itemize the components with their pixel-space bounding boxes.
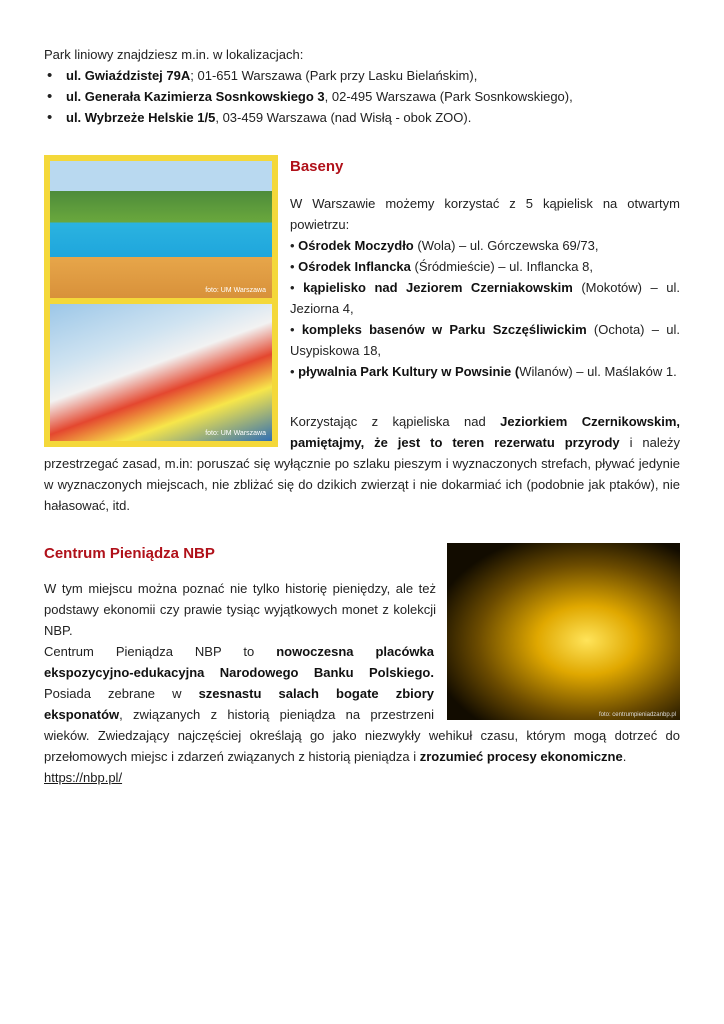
reserve-note-rules: i należy przestrzegać zasad, m.in: poruszać się wyłącznie po szlaku pieszym i wyznaczonych strefach, pływać jedynie w wyznaczonych miejscach, nie zbliżać się do dzikich zwierząt i nie dokarmiać ich (podobnie jak ptaków), nie hałasować, itd. <box>44 435 680 513</box>
nbp-desc-c: Posiada zebrane w <box>44 686 199 701</box>
location-detail: ; 01-651 Warszawa (Park przy Lasku Bielańskim), <box>190 68 478 83</box>
nbp-website-link[interactable]: https://nbp.pl/ <box>44 770 123 785</box>
pool-address: (Śródmieście) – ul. Inflancka 8, <box>410 259 593 274</box>
nbp-heading: Centrum Pieniądza NBP <box>44 545 215 562</box>
outdoor-pool-photo <box>50 161 272 298</box>
list-item: • kompleks basenów w Parku Szczęśliwickim (Ochota) – ul. Usypiskowa 18, <box>290 322 680 358</box>
nbp-desc-d: szesnastu salach bogate zbiory eksponatów <box>44 686 434 722</box>
pool-address: Wilanów) – ul. Maślaków 1. <box>519 364 677 379</box>
pools-photo-frame <box>44 155 278 447</box>
baseny-intro: W Warszawie możemy korzystać z 5 kąpielisk na otwartym powietrzu: <box>290 196 680 232</box>
list-item: • pływalnia Park Kultury w Powsinie (Wilanów) – ul. Maślaków 1. <box>290 364 677 379</box>
location-detail: , 02-495 Warszawa (Park Sosnkowskiego), <box>324 89 573 104</box>
pool-address: (Mokotów) – ul. Jeziorna 4, <box>290 280 680 316</box>
list-item <box>44 65 684 86</box>
nbp-desc-b: nowoczesna placówka ekspozycyjno-edukacyjna Narodowego Banku Polskiego. <box>44 644 435 680</box>
pool-name: Ośrodek Inflancka <box>298 259 411 274</box>
pool-name: Ośrodek Moczydło <box>298 238 414 253</box>
nbp-intro: W tym miejscu można poznać nie tylko historię pieniędzy, ale też podstawy ekonomii czy prawie tysiąc wyjątkowych monet z kolekcji NBP. <box>44 581 436 638</box>
pool-name: kąpielisko nad Jeziorem Czerniakowskim <box>303 280 573 295</box>
location-address: ul. Generała Kazimierza Sosnkowskiego 3 <box>66 89 325 104</box>
pool-address: (Ochota) – ul. Usypiskowa 18, <box>290 322 680 358</box>
reserve-note-start: Korzystając z kąpieliska nad <box>290 414 501 429</box>
photo-credit: foto: centrumpieniadzanbp.pl <box>598 712 676 718</box>
list-item: • Ośrodek Moczydło (Wola) – ul. Górczewska 69/73, <box>290 238 599 253</box>
location-detail: , 03-459 Warszawa (nad Wisłą - obok ZOO). <box>215 110 472 125</box>
reserve-note <box>44 411 680 516</box>
location-list <box>44 65 684 128</box>
nbp-description <box>44 641 680 788</box>
baseny-heading: Baseny <box>290 158 344 175</box>
reserve-note-emphasis: Jeziorkiem Czernikowskim, pamiętajmy, że jest to teren rezerwatu przyrody <box>290 414 680 450</box>
pool-list <box>290 235 680 382</box>
list-item: • Ośrodek Inflancka (Śródmieście) – ul. Inflancka 8, <box>290 259 593 274</box>
intro-section <box>44 44 684 128</box>
pool-name: kompleks basenów w Parku Szczęśliwickim <box>301 322 587 337</box>
pool-name: pływalnia Park Kultury w Powsinie ( <box>298 364 520 379</box>
list-item: • kąpielisko nad Jeziorem Czerniakowskim (Mokotów) – ul. Jeziorna 4, <box>290 280 680 316</box>
location-address: ul. Gwiaździstej 79A <box>66 68 191 83</box>
list-item <box>44 107 684 128</box>
photo-credit: foto: UM Warszawa <box>205 430 266 437</box>
photo-credit: foto: UM Warszawa <box>205 287 266 294</box>
intro-lead: Park liniowy znajdziesz m.in. w lokalizacjach: <box>44 47 304 62</box>
pool-address: (Wola) – ul. Górczewska 69/73, <box>413 238 599 253</box>
nbp-desc-e: , związanych z historią pieniądza na przestrzeni wieków. Zwiedzający najczęściej określają go jako niezwykły wehikuł czasu, którym mogą dotrzeć do przełomowych miejsc i zdarzeń związanych z historią pieniądza i <box>44 707 680 764</box>
nbp-desc-a: Centrum Pieniądza NBP to <box>44 644 277 659</box>
list-item <box>44 86 684 107</box>
nbp-desc-g: . <box>622 749 627 764</box>
nbp-desc-f: zrozumieć procesy ekonomiczne <box>419 749 623 764</box>
location-address: ul. Wybrzeże Helskie 1/5 <box>66 110 216 125</box>
